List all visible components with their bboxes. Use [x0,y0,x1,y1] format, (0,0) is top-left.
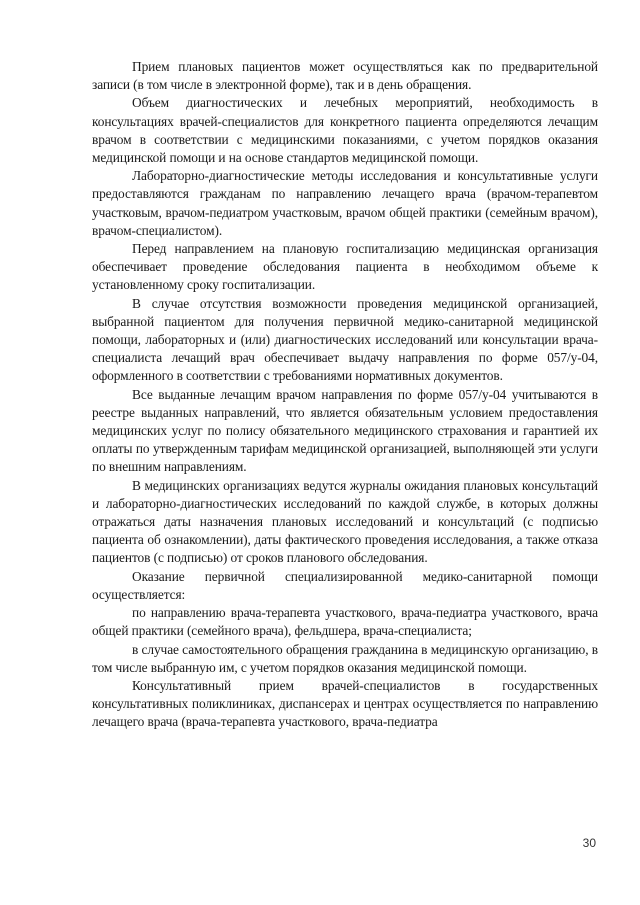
document-body [92,58,598,732]
paragraph-8: Оказание первичной специализированной медико-санитарной помощи осуществляется: [92,568,598,602]
paragraph-4: Перед направлением на плановую госпитализацию медицинская организация обеспечивает проведение обследования пациента в необходимом объеме к установленному сроку госпитализации. [92,241,598,293]
paragraph-9: Консультативный прием врачей-специалистов в государственных консультативных поликлиниках, диспансерах и центрах осуществляется по направлению лечащего врача (врача-терапевта участкового, врача-педиатра [92,677,598,730]
paragraph-5: В случае отсутствия возможности проведения медицинской организацией, выбранной пациентом для получения первичной медико-санитарной медицинской помощи, лабораторных и (или) диагностических исследований или консультации врача-специалиста лечащий врач обеспечивает выдачу направления по форме 057/у-04, оформленного в соответствии с требованиями нормативных документов. [92,295,598,384]
paragraph-6: Все выданные лечащим врачом направления по форме 057/у-04 учитываются в реестре выданных направлений, что является обязательным условием предоставления медицинских услуг по полису обязательного медицинского страхования и гарантией их оплаты по утвержденным тарифам медицинской организацией, выполняющей эти услуги по внешним направлениям. [92,386,598,475]
paragraph-1: Прием плановых пациентов может осуществляться как по предварительной записи (в том числе в электронной форме), так и в день обращения. [92,59,598,93]
paragraph-3: Лабораторно-диагностические методы исследования и консультативные услуги предоставляются гражданам по направлению лечащего врача (врачом-терапевтом участковым, врачом-педиатром участковым, врачом общей практики (семейным врачом), врачом-специалистом). [92,168,598,238]
paragraph-2: Объем диагностических и лечебных мероприятий, необходимость в консультациях врачей-специалистов для конкретного пациента определяются лечащим врачом в соответствии с медицинскими показаниями, с учетом порядков оказания медицинской помощи и на основе стандартов медицинской помощи. [92,95,598,166]
page-number: 30 [582,836,596,850]
list-item-1: по направлению врача-терапевта участкового, врача-педиатра участкового, врача общей практики (семейного врача), фельдшера, врача-специалиста; [92,605,598,639]
list-item-2: в случае самостоятельного обращения гражданина в медицинскую организацию, в том числе выбранную им, с учетом порядков оказания медицинской помощи. [92,641,598,675]
paragraph-7: В медицинских организациях ведутся журналы ожидания плановых консультаций и лабораторно-диагностических исследований по каждой службе, в которых должны отражаться даты назначения плановых исследований и консультаций (с подписью пациента об ознакомлении), даты фактического проведения исследования, а также отказа пациентов (с подписью) от сроков планового обследования. [92,477,598,566]
